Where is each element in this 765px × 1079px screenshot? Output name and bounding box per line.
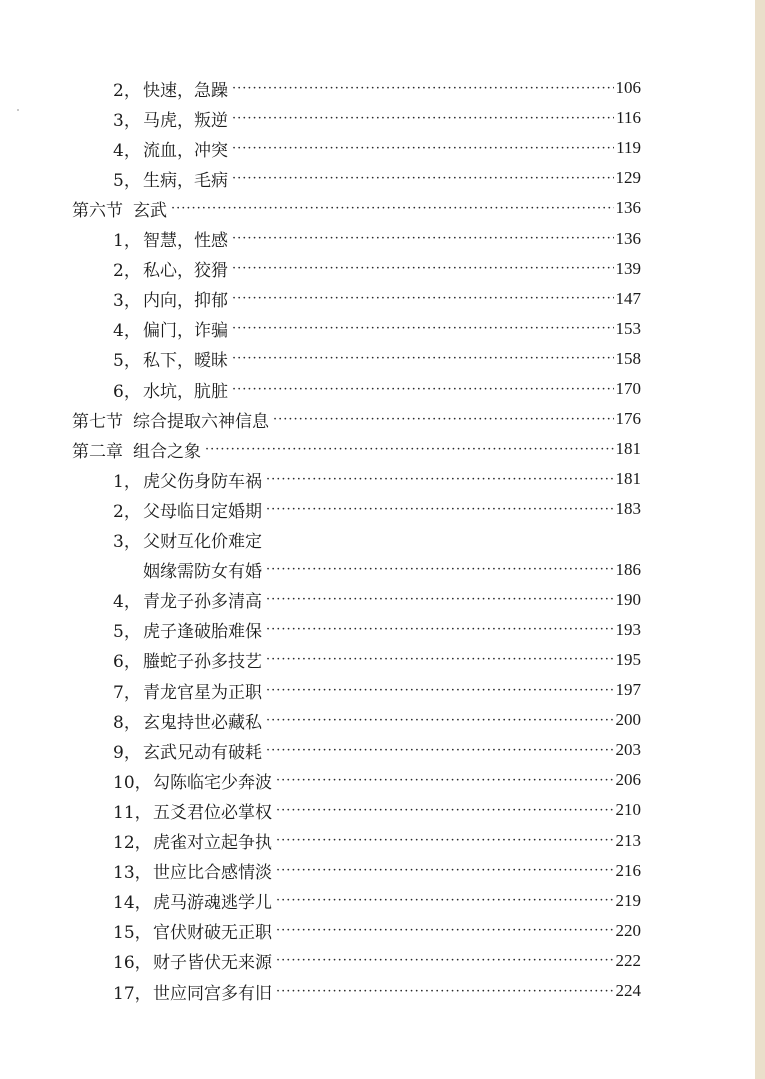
toc-entry-row [113, 886, 641, 916]
toc-entry-title: 青龙官星为正职 [143, 682, 262, 703]
toc-entry-row [113, 976, 641, 1006]
dot-leader [232, 321, 614, 336]
toc-page-number: 181 [615, 469, 641, 489]
toc-entry-number: 5， [113, 170, 141, 191]
toc-entry-number: 3， [113, 110, 141, 131]
toc-entry-title: 青龙子孙多清高 [143, 592, 262, 613]
toc-entry-number: 2， [113, 80, 141, 101]
toc-entry-row [143, 555, 641, 585]
toc-entry-row [113, 735, 641, 765]
dot-leader [232, 382, 614, 397]
dot-leader [171, 201, 614, 216]
toc-page-number: 106 [615, 78, 641, 97]
toc-entry-title: 财子皆伏无来源 [153, 953, 272, 974]
toc-entry-row [113, 826, 641, 856]
toc-page-number: 153 [615, 318, 641, 338]
toc-page-number: 222 [615, 950, 641, 970]
dot-leader [232, 81, 614, 96]
dot-leader [266, 743, 614, 758]
toc-page-number: 190 [615, 589, 641, 609]
toc-entry-title: 姻缘需防女有婚 [143, 562, 262, 583]
toc-entry-number: 第六节 [72, 200, 123, 221]
toc-page-number: 203 [615, 740, 641, 760]
toc-section-row [72, 404, 641, 434]
toc-entry-number: 1， [113, 471, 141, 492]
dot-leader [276, 953, 614, 968]
toc-entry-number: 15， [113, 923, 152, 944]
dot-leader [276, 773, 614, 788]
toc-entry-title: 快速，急躁 [143, 80, 228, 101]
toc-entry-number: 第二章 [72, 441, 123, 462]
dot-leader [266, 652, 614, 667]
dot-leader [276, 893, 614, 908]
dot-leader [276, 833, 614, 848]
dot-leader [273, 412, 614, 427]
toc-entry-number: 13， [113, 863, 152, 884]
dot-leader [266, 622, 614, 637]
dot-leader [232, 111, 614, 126]
toc-page-number: 176 [615, 409, 641, 429]
toc-entry-title: 组合之象 [133, 441, 201, 462]
toc-entry-title: 马虎，叛逆 [143, 110, 228, 131]
toc-page-number: 139 [615, 258, 641, 278]
toc-entry-title: 水坑，肮脏 [143, 381, 228, 402]
toc-page-number: 206 [615, 770, 641, 790]
toc-entry-row [113, 284, 641, 314]
dot-leader [232, 231, 614, 246]
toc-entry-row [113, 585, 641, 615]
scan-speck [17, 109, 19, 111]
toc-entry-number: 4， [113, 321, 141, 342]
toc-entry-row [113, 856, 641, 886]
toc-entry-number: 6， [113, 381, 141, 402]
toc-entry-number: 5， [113, 351, 141, 372]
dot-leader [266, 713, 614, 728]
toc-entry-title: 勾陈临宅少奔波 [153, 772, 272, 793]
toc-entry-number: 12， [113, 833, 152, 853]
toc-entry-number: 2， [113, 261, 141, 282]
toc-page-number: 219 [615, 890, 641, 910]
toc-entry-title: 玄鬼持世必藏私 [143, 712, 262, 733]
toc-page-number: 181 [615, 439, 641, 459]
toc-page-number: 200 [615, 710, 641, 730]
toc-entry-row [113, 675, 641, 705]
toc-entry-title: 偏门，诈骗 [143, 321, 228, 342]
toc-page-number: 197 [615, 680, 641, 699]
toc-entry-title: 私心，狡猾 [143, 261, 228, 282]
toc-page-number: 213 [615, 830, 641, 850]
toc-entry-title: 流血，冲突 [143, 140, 228, 161]
dot-leader [266, 502, 614, 517]
toc-entry-title: 玄武 [133, 200, 167, 221]
toc-entry-row [113, 946, 641, 976]
toc-entry-number: 16， [113, 953, 152, 974]
toc-page-number: 216 [615, 860, 641, 880]
toc-entry-row [113, 795, 641, 825]
toc-entry-title: 内向，抑郁 [143, 291, 228, 312]
toc-entry-row [113, 133, 641, 163]
dot-leader [205, 442, 614, 457]
toc-page-number: 119 [616, 138, 641, 158]
toc-entry-title: 智慧，性感 [143, 231, 228, 251]
toc-entry-row [113, 103, 641, 133]
toc-page-number: 183 [615, 499, 641, 519]
toc-entry-row [113, 314, 641, 344]
toc-entry-title: 生病，毛病 [143, 170, 228, 191]
toc-entry-number: 4， [113, 140, 141, 161]
toc-page-number: 136 [615, 228, 641, 248]
toc-page-number: 129 [615, 168, 641, 188]
toc-entry-row [113, 765, 641, 795]
toc-section-row [72, 193, 641, 223]
toc-page-number: 193 [615, 619, 641, 639]
toc-page-number: 186 [615, 559, 641, 579]
dot-leader [276, 923, 614, 938]
toc-page-number: 116 [616, 108, 641, 128]
toc-entry-row [113, 464, 641, 494]
toc-page-number: 147 [615, 288, 641, 308]
toc-page-number: 136 [615, 198, 641, 218]
toc-page-number: 158 [615, 348, 641, 368]
toc-entry-row [113, 705, 641, 735]
toc-entry-row [113, 374, 641, 404]
toc-entry-row [113, 224, 641, 254]
toc-entry-number: 14， [113, 893, 152, 914]
toc-entry-title: 螣蛇子孙多技艺 [143, 652, 262, 673]
toc-entry-number: 第七节 [72, 411, 123, 432]
toc-section-row [72, 434, 641, 464]
toc-entry-number: 1， [113, 231, 141, 251]
dot-leader [232, 141, 614, 156]
toc-entry-title: 官伏财破无正职 [153, 923, 272, 944]
dot-leader [232, 261, 614, 276]
dot-leader [266, 683, 614, 698]
toc-entry-row [113, 73, 641, 103]
dot-leader [266, 472, 614, 487]
toc-page-number: 195 [615, 649, 641, 669]
toc-entry-title: 综合提取六神信息 [133, 411, 269, 432]
toc-page-number: 170 [615, 379, 641, 398]
toc-page-number: 210 [615, 800, 641, 820]
toc-entry-row [113, 163, 641, 193]
toc-page-number: 224 [615, 981, 641, 1000]
toc-entry-number: 4， [113, 592, 141, 613]
dot-leader [232, 291, 614, 306]
toc-entry-title: 玄武兄动有破耗 [143, 742, 262, 763]
toc-entry-number: 5， [113, 622, 141, 643]
toc-entry-number: 17， [113, 983, 152, 1004]
dot-leader [276, 984, 614, 999]
toc-entry-number: 11， [113, 802, 152, 823]
toc-entry-title: 虎雀对立起争执 [153, 833, 272, 853]
dot-leader [276, 863, 614, 878]
toc-entry-title: 虎子逢破胎难保 [143, 622, 262, 643]
toc-entry-title: 五爻君位必掌权 [153, 802, 272, 823]
toc-entry-row [113, 254, 641, 284]
toc-entry-row [113, 645, 641, 675]
toc-entry-title: 私下，暧昧 [143, 351, 228, 372]
toc-entry-row [113, 344, 641, 374]
toc-entry-number: 7， [113, 682, 141, 703]
toc-entry-title: 虎马游魂逃学儿 [153, 893, 272, 914]
dot-leader [266, 592, 614, 607]
dot-leader [232, 351, 614, 366]
toc-entry-number: 6， [113, 652, 141, 673]
toc-entry-number: 3， [113, 291, 141, 312]
toc-entry-title: 世应比合感情淡 [153, 863, 272, 884]
dot-leader [266, 562, 614, 577]
page-edge-strip [755, 0, 765, 1079]
toc-entry-number: 10， [113, 772, 152, 793]
dot-leader [232, 171, 614, 186]
toc-page-number: 220 [615, 920, 641, 940]
toc-entry-number: 9， [113, 742, 141, 763]
toc-entry-row [113, 525, 641, 555]
toc-entry-number: 2， [113, 501, 141, 522]
toc-entry-number: 8， [113, 712, 141, 733]
toc-entry-title: 世应同宫多有旧 [153, 983, 272, 1004]
toc-entry-row [113, 916, 641, 946]
toc-entry-row [113, 615, 641, 645]
toc-entry-title: 父母临日定婚期 [143, 501, 262, 522]
toc-entry-row [113, 494, 641, 524]
toc-entry-title: 父财互化价难定 [143, 532, 262, 552]
dot-leader [276, 803, 614, 818]
toc-entry-number: 3， [113, 532, 141, 552]
toc-entry-title: 虎父伤身防车祸 [143, 471, 262, 492]
